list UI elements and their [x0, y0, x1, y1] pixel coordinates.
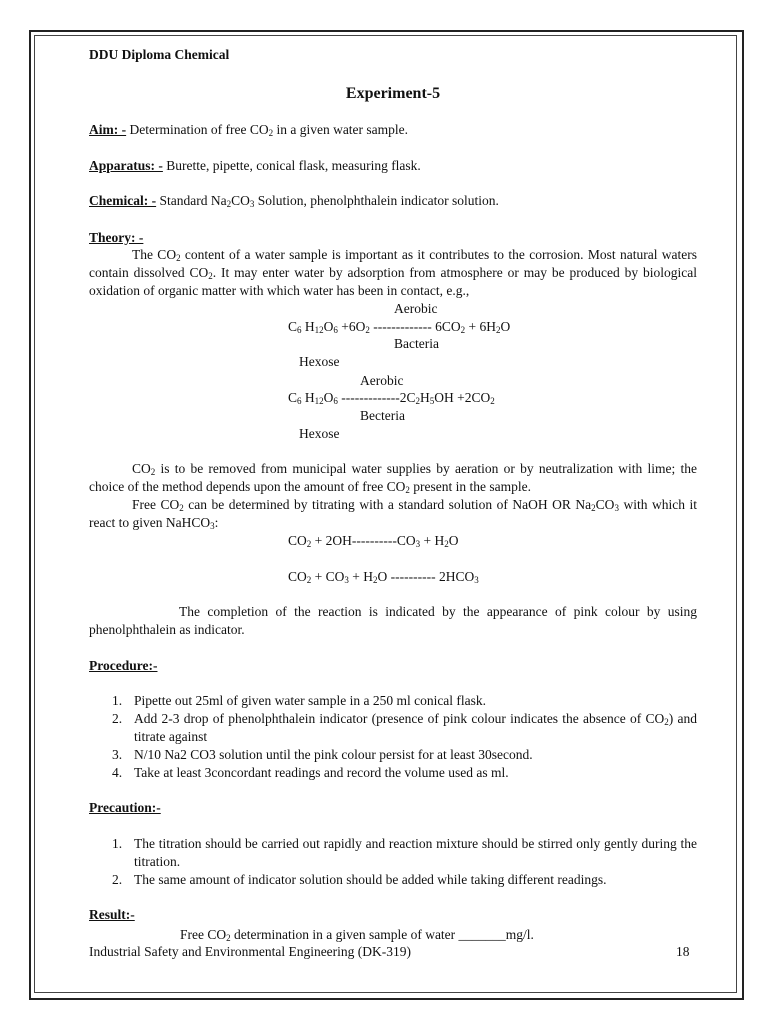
eq2-condition-above: Aerobic [360, 373, 404, 388]
precaution-label: Precaution:- [89, 800, 161, 815]
list-item: 1. The titration should be carried out rapidly and reaction mixture should be stirred only gently during the titration. [112, 836, 697, 869]
chemical-label: Chemical: - [89, 193, 157, 208]
result-label: Result:- [89, 907, 135, 922]
eq2-condition-below: Becteria [360, 408, 405, 423]
eq2-label: Hexose [299, 426, 340, 441]
page-number: 18 [676, 944, 690, 959]
theory-label: Theory: - [89, 230, 144, 245]
aim-label: Aim: - [89, 122, 127, 137]
theory-paragraph-1: The $CO_2$ content of a water sample is important as it contributes to the corrosion. Most natural waters contain dissolved $CO_2$. It may enter water by adsorption from atmosphere or may be produced by biological oxidation of organic matter with which water has been in contact, e.g., [89, 247, 698, 298]
theory-paragraph-2: $CO_2$ is to be removed from municipal water supplies by aeration or by neutralization with lime; the choice of the method depends upon the amount of free $CO_2$ present in the sample. [89, 461, 697, 495]
eq1-condition-below: Bacteria [394, 336, 439, 351]
theory-paragraph-3: Free $CO_2$ can be determined by titrating with a standard solution of NaOH OR $Na_2CO_3$ with which it react to given NaHCO$_3$: [89, 497, 697, 531]
result-line: Free $CO_2$ determination in a given sample of water _______mg/l. [180, 927, 534, 943]
apparatus-label: Apparatus: - [89, 158, 163, 173]
equation-1: $C_6$ $H_{12}O_6 +6O_2$ ------------- $6CO_2 + 6H_2O$ [288, 319, 511, 335]
list-item: 1. Pipette out 25ml of given water sample in a 250 ml conical flask. [112, 693, 487, 708]
list-item: 2. Add 2-3 drop of phenolphthalein indicator (presence of pink colour indicates the absence of $CO_2$) and titrate against [112, 711, 697, 744]
procedure-list [89, 692, 697, 782]
apparatus-line: Apparatus: - Burette, pipette, conical flask, measuring flask. [89, 158, 421, 173]
aim-line: Aim: - Determination of free $CO_2$ in a given water sample. [89, 122, 409, 138]
eq1-label: Hexose [299, 354, 340, 369]
eq1-condition-above: Aerobic [394, 301, 438, 316]
precaution-list [89, 835, 697, 889]
equation-4: $CO_2 + CO_3 + H_2O$ ---------- $2HCO_3$ [288, 569, 479, 585]
theory-paragraph-4: The completion of the reaction is indicated by the appearance of pink colour by using phenolphthalein as indicator. [89, 604, 697, 637]
list-item: 4. Take at least 3concordant readings and record the volume used as ml. [112, 765, 509, 780]
document-header: DDU Diploma Chemical [89, 47, 230, 62]
list-item: 3. N/10 Na2 CO3 solution until the pink colour persist for at least 30second. [112, 747, 533, 762]
list-item: 2. The same amount of indicator solution should be added while taking different readings. [112, 872, 607, 887]
procedure-label: Procedure:- [89, 658, 158, 673]
footer-course: Industrial Safety and Environmental Engineering (DK-319) [89, 944, 412, 959]
chemical-line: Chemical: - Standard $Na_2CO_3$ Solution, phenolphthalein indicator solution. [89, 193, 499, 209]
experiment-title: Experiment-5 [345, 85, 441, 102]
equation-3: $CO_2 + 2OH----------CO_3 + H_2O$ [288, 533, 459, 549]
equation-2: $C_6$ $H_{12}O_6$ $-------------2C_2H_5OH +2CO_2$ [288, 390, 495, 406]
